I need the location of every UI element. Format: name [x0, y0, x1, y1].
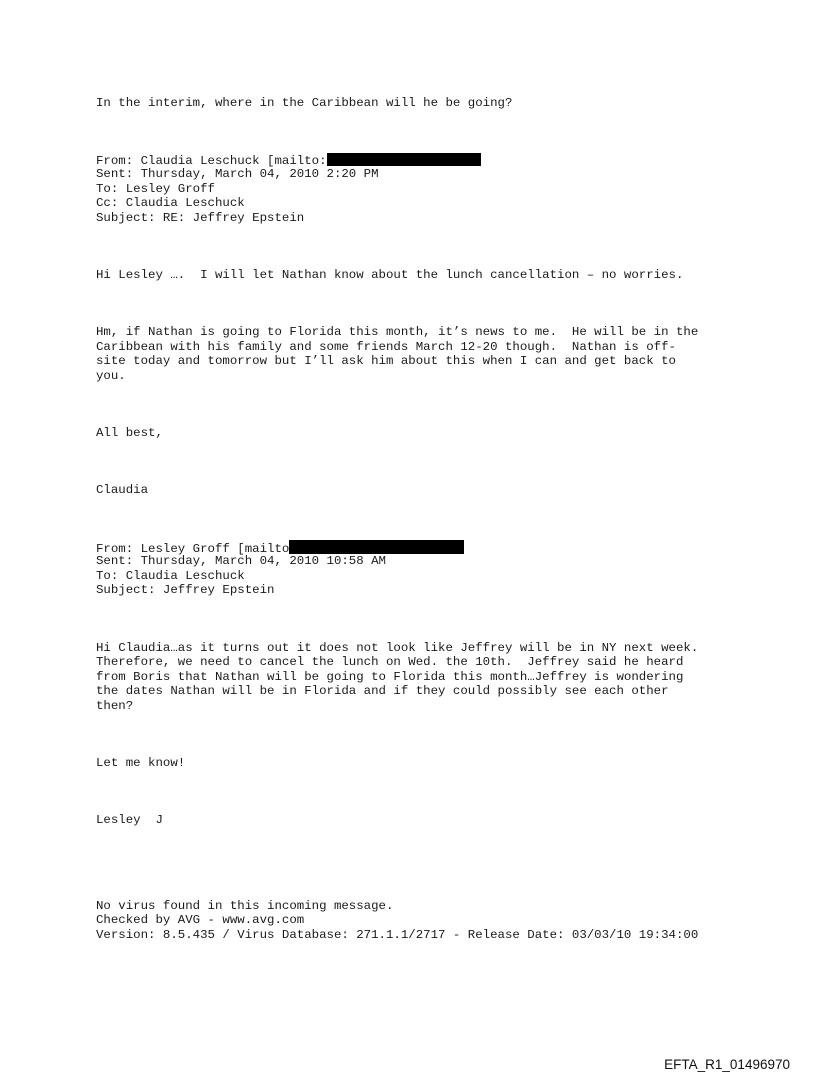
reply-to-line: To: Lesley Groff — [96, 182, 215, 196]
redaction-box — [289, 540, 464, 554]
original-paragraph-line-2: Therefore, we need to cancel the lunch on Wed. the 10th. Jeffrey said he heard — [96, 655, 684, 669]
original-paragraph-line-4: the dates Nathan will be in Florida and if they could possibly see each other — [96, 684, 669, 698]
virus-notice-line-2: Checked by AVG - www.avg.com — [96, 913, 305, 927]
original-paragraph-line-5: then? — [96, 699, 134, 713]
virus-notice-line-1: No virus found in this incoming message. — [96, 899, 394, 913]
original-signature: Lesley J — [96, 813, 163, 827]
reply-cc-line: Cc: Claudia Leschuck — [96, 196, 245, 210]
reply-from-text: From: Claudia Leschuck [mailto: — [96, 154, 327, 168]
document-id-stamp: EFTA_R1_01496970 — [664, 1057, 790, 1072]
original-closing: Let me know! — [96, 756, 186, 770]
original-from-text: From: Lesley Groff [mailto — [96, 542, 290, 556]
reply-paragraph-1: Hi Lesley …. I will let Nathan know about the lunch cancellation – no worries. — [96, 268, 684, 282]
reply-subject-line: Subject: RE: Jeffrey Epstein — [96, 211, 305, 225]
redaction-box — [327, 153, 481, 166]
reply-paragraph-2-line-2: Caribbean with his family and some friends March 12-20 though. Nathan is off- — [96, 340, 676, 354]
reply-paragraph-2-line-3: site today and tomorrow but I’ll ask him about this when I can and get back to — [96, 354, 676, 368]
intro-line: In the interim, where in the Caribbean will he be going? — [96, 96, 513, 110]
original-sent-line: Sent: Thursday, March 04, 2010 10:58 AM — [96, 554, 386, 568]
reply-sent-line: Sent: Thursday, March 04, 2010 2:20 PM — [96, 167, 379, 181]
reply-paragraph-2-line-1: Hm, if Nathan is going to Florida this month, it’s news to me. He will be in the — [96, 325, 699, 339]
original-paragraph-line-3: from Boris that Nathan will be going to Florida this month…Jeffrey is wondering — [96, 670, 684, 684]
reply-signature: Claudia — [96, 483, 149, 497]
original-subject-line: Subject: Jeffrey Epstein — [96, 583, 275, 597]
reply-paragraph-2-line-4: you. — [96, 369, 126, 383]
reply-closing: All best, — [96, 426, 163, 440]
original-to-line: To: Claudia Leschuck — [96, 569, 245, 583]
virus-notice-line-3: Version: 8.5.435 / Virus Database: 271.1.1/2717 - Release Date: 03/03/10 19:34:00 — [96, 928, 699, 942]
original-paragraph-line-1: Hi Claudia…as it turns out it does not look like Jeffrey will be in NY next week. — [96, 641, 699, 655]
